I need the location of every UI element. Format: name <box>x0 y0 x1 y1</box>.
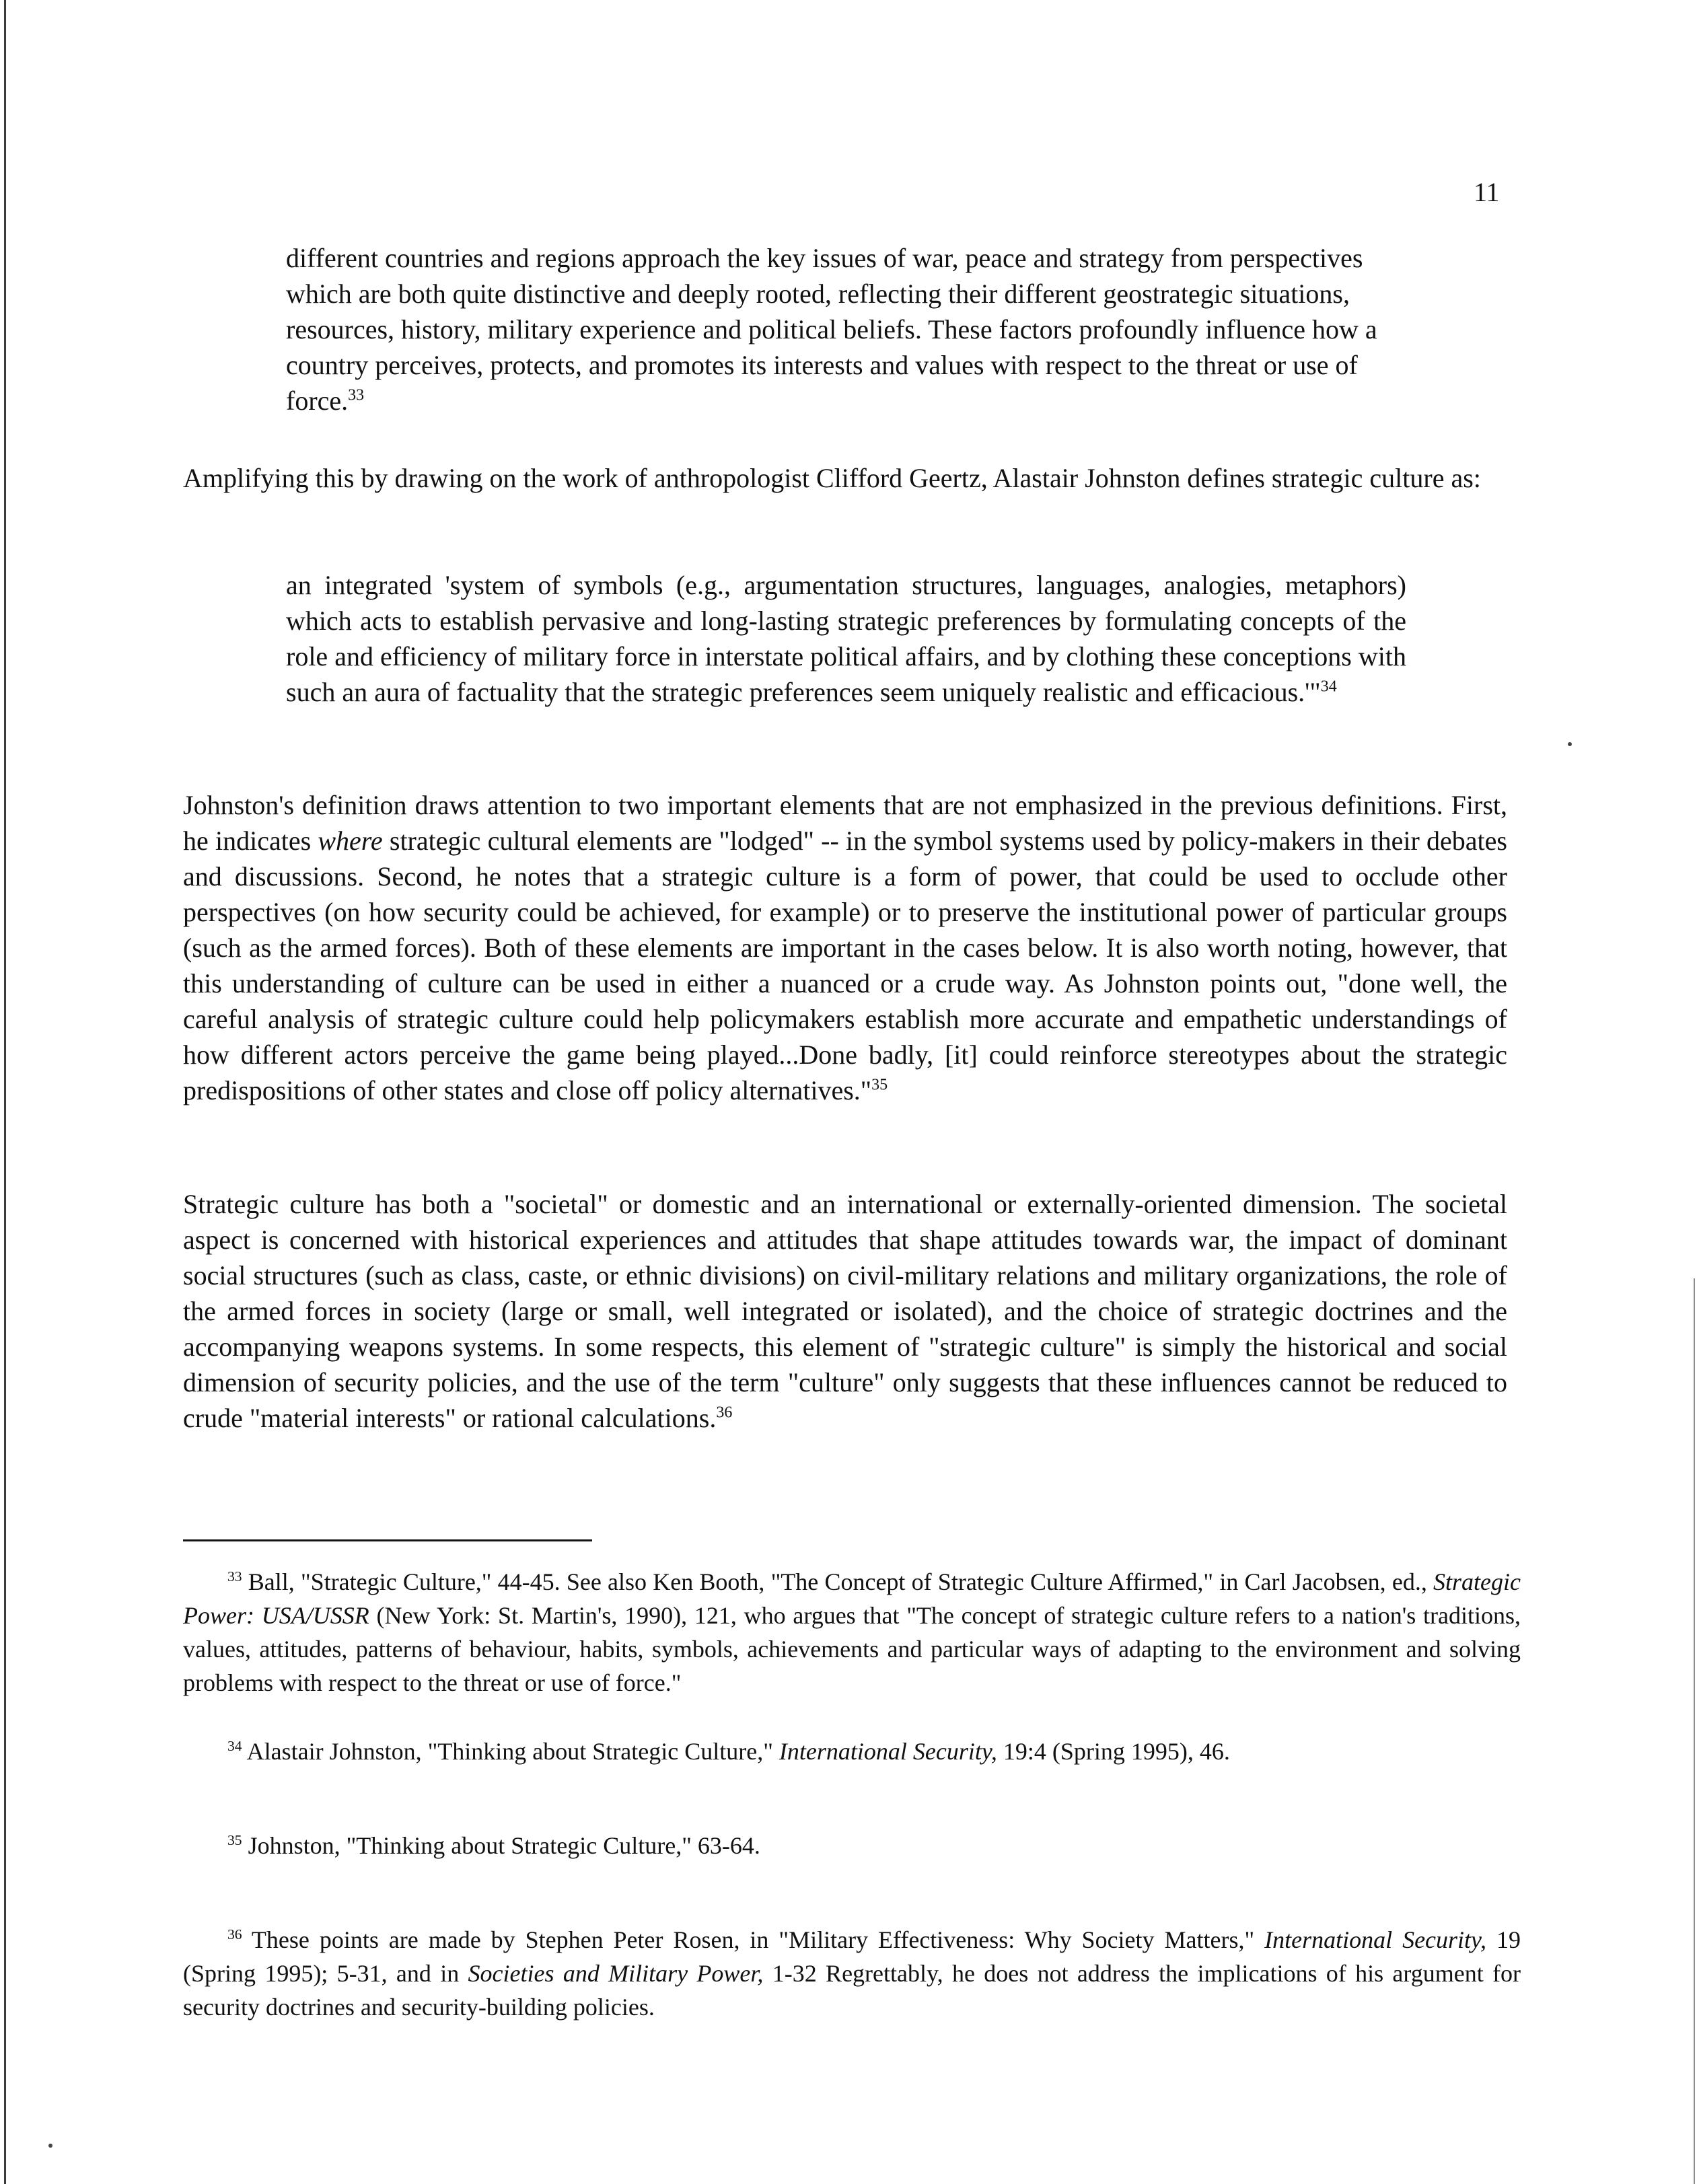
footnote-36-journal: International Security, <box>1264 1926 1487 1953</box>
footnote-36 <box>183 1923 1521 2024</box>
block-quote-1-text: different countries and regions approach the key issues of war, peace and strategy from perspectives which are both quite distinctive and deeply rooted, reflecting their different geostrategic situations, resources, history, military experience and political beliefs. These factors profoundly influence how a country perceives, protects, and promotes its interests and values with respect to the threat or use of force. <box>286 243 1377 416</box>
footnote-34-text-a: Alastair Johnston, "Thinking about Strategic Culture," <box>242 1738 779 1765</box>
footnote-33-text-b: (New York: St. Martin's, 1990), 121, who argues that "The concept of strategic culture refers to a nation's traditions, values, attitudes, patterns of behaviour, habits, symbols, achievements and particular ways of adapting to the environment and solving problems with respect to the threat or use of force." <box>183 1602 1521 1696</box>
footnote-35-number: 35 <box>227 1832 242 1848</box>
footnote-36-text-c: 1-32 Regrettably, he does not address the implications of his argument for security doctrines and security-building policies. <box>183 1960 1521 2021</box>
footnote-separator <box>183 1539 592 1541</box>
footnote-34-number: 34 <box>227 1738 242 1754</box>
footnote-33-title: Strategic Power: USA/USSR <box>183 1568 1521 1629</box>
paragraph-1-text: Amplifying this by drawing on the work of anthropologist Clifford Geertz, Alastair Johnston defines strategic culture as: <box>183 463 1481 493</box>
footnote-34-journal: International Security, <box>779 1738 997 1765</box>
footnote-35 <box>183 1829 1521 1862</box>
footnote-35-text-a: Johnston, "Thinking about Strategic Culture," 63-64. <box>242 1832 760 1859</box>
paragraph-2-text-b: strategic cultural elements are "lodged" -- in the symbol systems used by policy-makers in their debates and discussions. Second, he notes that a strategic culture is a form of power, that could be used to occlude other perspectives (on how security could be achieved, for example) or to preserve the institutional power of particular groups (such as the armed forces). Both of these elements are important in the cases below. It is also worth noting, however, that this understanding of culture can be used in either a nuanced or a crude way. As Johnston points out, "done well, the careful analysis of strategic culture could help policymakers establish more accurate and empathetic understandings of how different actors perceive the game being played...Done badly, [it] could reinforce stereotypes about the strategic predispositions of other states and close off policy alternatives." <box>183 826 1507 1105</box>
footnote-36-text-a: These points are made by Stephen Peter Rosen, in "Military Effectiveness: Why Society Matters," <box>242 1926 1265 1953</box>
paragraph-1 <box>183 460 1507 496</box>
scan-speck <box>48 2144 52 2148</box>
footnote-ref-36: 36 <box>716 1404 733 1422</box>
footnote-33-text-a: Ball, "Strategic Culture," 44-45. See also Ken Booth, "The Concept of Strategic Culture Affirmed," in Carl Jacobsen, ed., <box>242 1568 1434 1595</box>
page-edge-right <box>1694 1278 1695 2184</box>
page-edge-left <box>4 0 6 2184</box>
footnote-36-number: 36 <box>227 1926 242 1942</box>
footnote-34 <box>183 1735 1521 1768</box>
footnote-ref-35: 35 <box>871 1076 888 1094</box>
block-quote-2 <box>286 567 1406 710</box>
footnote-36-book-title: Societies and Military Power, <box>468 1960 764 1987</box>
scan-speck <box>1568 742 1572 746</box>
footnote-ref-33: 33 <box>348 386 365 404</box>
footnote-36-text-b: 19 (Spring 1995); 5-31, and in <box>183 1926 1521 1987</box>
paragraph-2-emphasis: where <box>318 826 383 856</box>
footnote-33 <box>183 1565 1521 1700</box>
paragraph-3 <box>183 1186 1507 1436</box>
paragraph-2 <box>183 787 1507 1108</box>
block-quote-2-text: an integrated 'system of symbols (e.g., argumentation structures, languages, analogies, metaphors) which acts to establish pervasive and long-lasting strategic preferences by formulating concepts of the role and efficiency of military force in interstate political affairs, and by clothing these conceptions with such an aura of factuality that the strategic preferences seem uniquely realistic and efficacious.'" <box>286 570 1406 707</box>
footnote-ref-34: 34 <box>1320 678 1337 696</box>
footnote-33-number: 33 <box>227 1568 242 1585</box>
block-quote-1 <box>286 240 1406 418</box>
paragraph-3-text: Strategic culture has both a "societal" or domestic and an international or externally-oriented dimension. The societal aspect is concerned with historical experiences and attitudes that shape attitudes towards war, the impact of dominant social structures (such as class, caste, or ethnic divisions) on civil-military relations and military organizations, the role of the armed forces in society (large or small, well integrated or isolated), and the choice of strategic doctrines and the accompanying weapons systems. In some respects, this element of "strategic culture" is simply the historical and social dimension of security policies, and the use of the term "culture" only suggests that these influences cannot be reduced to crude "material interests" or rational calculations. <box>183 1189 1507 1433</box>
page-number: 11 <box>1474 177 1500 207</box>
paragraph-2-text-a: Johnston's definition draws attention to two important elements that are not emphasized in the previous definitions. First, he indicates <box>183 790 1507 856</box>
footnote-34-text-b: 19:4 (Spring 1995), 46. <box>997 1738 1230 1765</box>
